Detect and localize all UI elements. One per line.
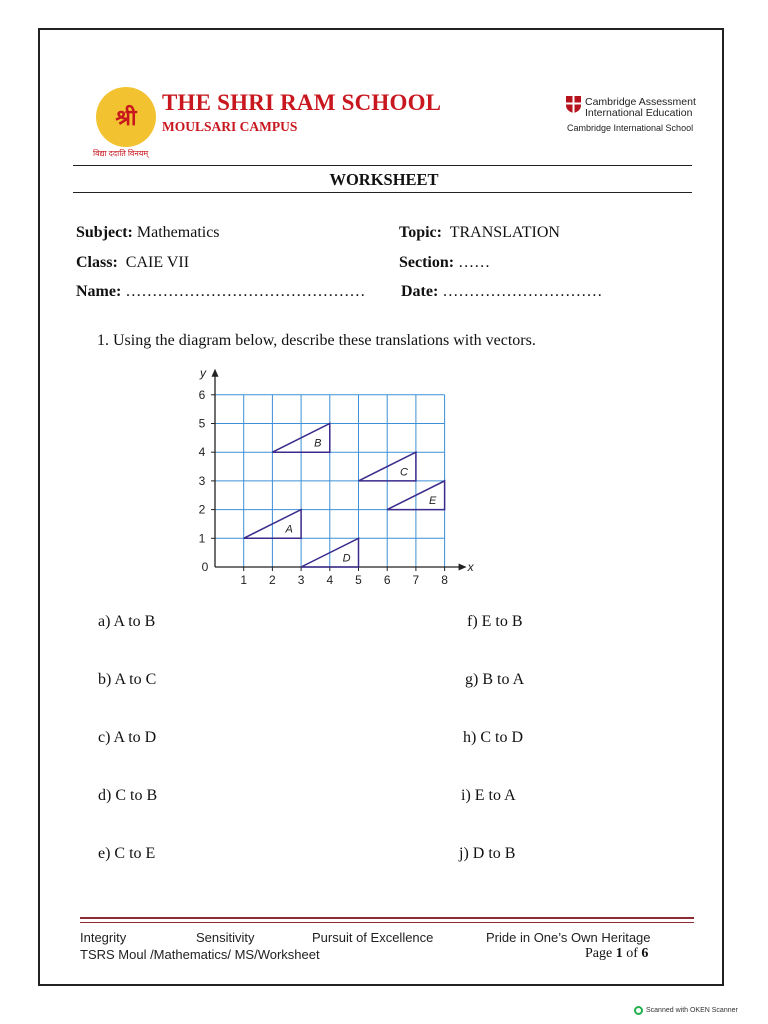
x-tick-label: 7 [412, 573, 420, 587]
page-number [585, 946, 648, 962]
page-of: of [622, 946, 642, 961]
triangle-label-b: B [314, 437, 322, 450]
scanner-logo-icon [634, 1006, 643, 1015]
footer-value-excellence: Pursuit of Excellence [312, 930, 434, 945]
footer-rule-thick [80, 917, 694, 919]
x-tick-label: 4 [326, 573, 334, 587]
subject-field [76, 224, 220, 242]
topic-field [399, 224, 560, 242]
class-field [76, 254, 189, 272]
triangle-label-e: E [428, 495, 437, 508]
y-tick-label: 1 [198, 531, 206, 546]
x-tick-label: 5 [355, 573, 362, 587]
x-axis-label: x [467, 560, 474, 574]
school-name: THE SHRI RAM SCHOOL [162, 90, 442, 115]
topic-label: Topic: [399, 224, 442, 241]
part-e: e) C to E [98, 845, 156, 862]
x-tick-label: 1 [240, 573, 248, 587]
section-value: …… [458, 254, 491, 271]
subject-label: Subject: [76, 224, 133, 241]
triangle-label-a: A [285, 523, 293, 536]
section-label: Section: [399, 254, 455, 271]
scanner-note: Scanned with OKEN Scanner [646, 1007, 738, 1014]
x-axis-arrow-icon [459, 564, 467, 571]
x-tick-label: 6 [383, 573, 391, 587]
page-current: 1 [615, 946, 623, 961]
school-motto: विद्या ददाति विनयम् [93, 149, 149, 158]
y-tick-label: 3 [198, 473, 206, 488]
cambridge-shield-icon [566, 96, 581, 113]
y-tick-label: 4 [198, 445, 206, 460]
topic-value: TRANSLATION [449, 224, 560, 241]
campus-name: MOULSARI CAMPUS [162, 119, 298, 134]
part-g: g) B to A [465, 671, 525, 688]
x-tick-label: 2 [269, 573, 276, 587]
footer-rule-thin [80, 922, 694, 923]
y-tick-label: 5 [198, 416, 206, 431]
part-j: j) D to B [459, 845, 516, 862]
x-tick-label: 3 [297, 573, 305, 587]
footer-value-heritage: Pride in One’s Own Heritage [486, 930, 651, 945]
triangle-label-c: C [399, 466, 408, 479]
name-value: ……………………………………… [125, 283, 366, 300]
date-label: Date: [401, 283, 439, 300]
triangle-label-d: D [342, 552, 351, 565]
y-axis-arrow-icon [212, 369, 219, 377]
scanner-watermark [634, 1006, 738, 1015]
part-b: b) A to C [98, 671, 157, 688]
y-axis-label: y [200, 366, 206, 380]
cambridge-line-3: Cambridge International School [567, 123, 694, 133]
title-rule-bottom [73, 192, 692, 193]
cambridge-line-1: Cambridge Assessment [585, 96, 696, 108]
cambridge-line-2: International Education [585, 107, 693, 119]
title-rule-top [73, 165, 692, 166]
question-1: 1. Using the diagram below, describe these translations with vectors. [97, 332, 536, 349]
part-i: i) E to A [461, 787, 516, 804]
worksheet-title: WORKSHEET [329, 170, 439, 189]
logo-glyph: श्री [115, 106, 137, 131]
date-value: ………………………… [442, 283, 603, 300]
section-field [399, 254, 490, 272]
y-tick-label: 2 [198, 502, 206, 517]
page-total: 6 [641, 946, 649, 961]
part-d: d) C to B [98, 787, 158, 804]
subject-value: Mathematics [136, 224, 220, 241]
footer-value-integrity: Integrity [80, 930, 127, 945]
part-h: h) C to D [463, 729, 523, 746]
footer-doc-ref: TSRS Moul /Mathematics/ MS/Worksheet [80, 947, 320, 962]
date-field [401, 283, 602, 301]
name-field [76, 283, 365, 301]
page-prefix: Page [585, 946, 616, 961]
part-f: f) E to B [467, 613, 523, 630]
translation-grid-diagram [186, 366, 486, 596]
class-label: Class: [76, 254, 118, 271]
origin-label: 0 [201, 560, 209, 574]
name-label: Name: [76, 283, 122, 300]
part-c: c) A to D [98, 729, 157, 746]
part-a: a) A to B [98, 613, 156, 630]
x-tick-label: 8 [441, 573, 448, 587]
school-logo [96, 87, 156, 147]
y-tick-label: 6 [198, 387, 206, 402]
class-value: CAIE VII [125, 254, 190, 271]
footer-value-sensitivity: Sensitivity [196, 930, 255, 945]
